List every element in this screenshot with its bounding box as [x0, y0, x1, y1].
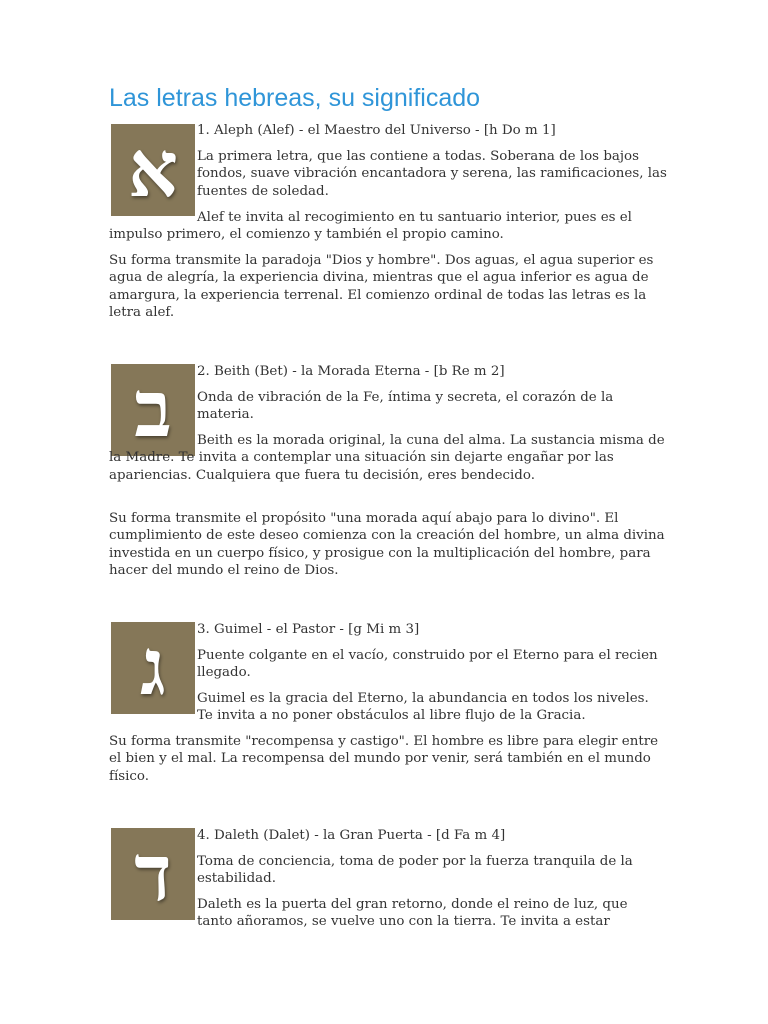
aleph-invite: Alef te invita al recogimiento en tu santuario interior, pues es el impulso primero, el comienzo y también el propio camino. — [109, 210, 632, 243]
daleth-letter-image — [111, 828, 195, 920]
beith-glyph: ב — [134, 364, 172, 455]
beith-invite: Beith es la morada original, la cuna del alma. La sustancia misma de la Madre. Te invita a contemplar una situación sin dejarte engañar por las apariencias. Cualquiera que fuera tu decisión, eres bendecido. — [109, 433, 665, 483]
guimel-glyph: ג — [140, 622, 166, 713]
guimel-intro: Puente colgante en el vacío, construido por el Eterno para el recien llegado. — [197, 648, 658, 681]
beith-heading: 2. Beith (Bet) - la Morada Eterna - [b Re m 2] — [197, 364, 505, 379]
daleth-heading: 4. Daleth (Dalet) - la Gran Puerta - [d Fa m 4] — [197, 828, 506, 843]
daleth-intro: Toma de conciencia, toma de poder por la fuerza tranquila de la estabilidad. — [197, 854, 633, 887]
beith-form: Su forma transmite el propósito "una morada aquí abajo para lo divino". El cumplimiento de este deseo comienza con la creación del hombre, un alma divina investida en un cuerpo físico, y prosigue con la multiplicación del hombre, para hacer del mundo el reino de Dios. — [109, 511, 665, 578]
guimel-letter-image — [111, 622, 195, 714]
page-title: Las letras hebreas, su significado — [109, 84, 481, 112]
aleph-glyph: א — [127, 124, 179, 215]
guimel-form: Su forma transmite "recompensa y castigo". El hombre es libre para elegir entre el bien y el mal. La recompensa del mundo por venir, será también en el mundo físico. — [109, 734, 659, 784]
daleth-invite: Daleth es la puerta del gran retorno, donde el reino de luz, que tanto añoramos, se vuelve uno con la tierra. Te invita a estar — [197, 897, 628, 930]
aleph-intro: La primera letra, que las contiene a todas. Soberana de los bajos fondos, suave vibración encantadora y serena, las ramificaciones, las fuentes de soledad. — [197, 149, 667, 199]
daleth-glyph: ד — [134, 828, 172, 919]
aleph-heading: 1. Aleph (Alef) - el Maestro del Universo - [h Do m 1] — [197, 123, 556, 138]
aleph-form: Su forma transmite la paradoja "Dios y hombre". Dos aguas, el agua superior es agua de alegría, la experiencia divina, mientras que el agua inferior es agua de amargura, la experiencia terrenal. El comienzo ordinal de todas las letras es la letra alef. — [109, 253, 654, 320]
guimel-heading: 3. Guimel - el Pastor - [g Mi m 3] — [197, 622, 420, 637]
guimel-invite: Guimel es la gracia del Eterno, la abundancia en todos los niveles. Te invita a no poner obstáculos al libre flujo de la Gracia. — [197, 691, 649, 724]
aleph-letter-image — [111, 124, 195, 216]
beith-intro: Onda de vibración de la Fe, íntima y secreta, el corazón de la materia. — [197, 390, 614, 423]
